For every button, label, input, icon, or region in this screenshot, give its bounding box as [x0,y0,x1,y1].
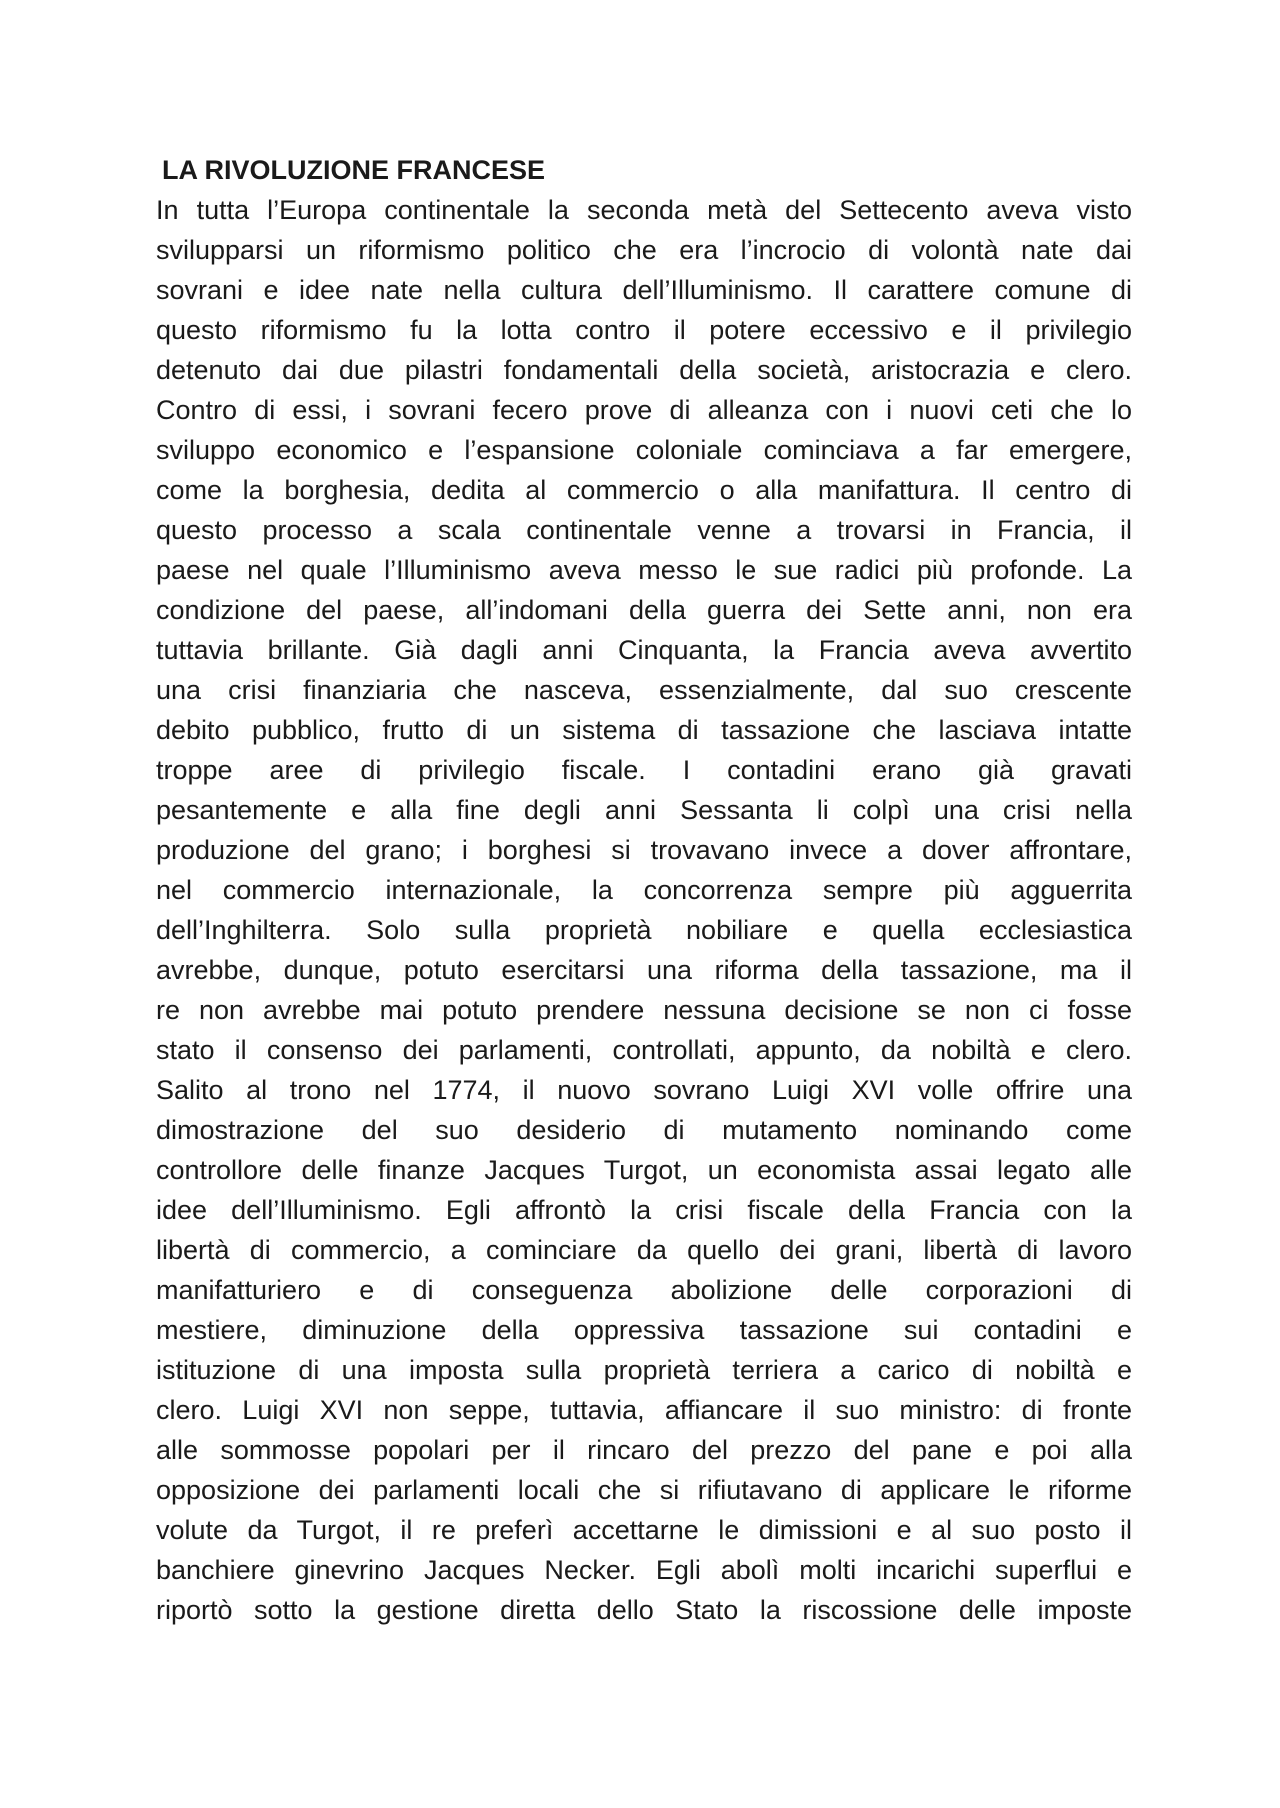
text-line: sviluppo economico e l’espansione coloniale cominciava a far emergere, [156,435,1132,465]
text-line: Contro di essi, i sovrani fecero prove di alleanza con i nuovi ceti che lo [156,395,1132,425]
text-line: sovrani e idee nate nella cultura dell’Illuminismo. Il carattere comune di [156,275,1132,305]
text-line: opposizione dei parlamenti locali che si rifiutavano di applicare le riforme [156,1475,1132,1505]
document-page [156,150,1132,1630]
text-line: debito pubblico, frutto di un sistema di tassazione che lasciava intatte [156,715,1132,745]
text-line: detenuto dai due pilastri fondamentali della società, aristocrazia e clero. [156,355,1132,385]
document-title: LA RIVOLUZIONE FRANCESE [162,155,546,185]
text-line: volute da Turgot, il re preferì accettarne le dimissioni e al suo posto il [156,1515,1132,1545]
text-line: svilupparsi un riformismo politico che era l’incrocio di volontà nate dai [156,235,1132,265]
text-line: dell’Inghilterra. Solo sulla proprietà nobiliare e quella ecclesiastica [156,915,1132,945]
text-line: nel commercio internazionale, la concorrenza sempre più agguerrita [156,875,1132,905]
text-line: controllore delle finanze Jacques Turgot, un economista assai legato alle [156,1155,1132,1185]
text-line: questo riformismo fu la lotta contro il potere eccessivo e il privilegio [156,315,1132,345]
text-line: avrebbe, dunque, potuto esercitarsi una riforma della tassazione, ma il [156,955,1132,985]
text-line: paese nel quale l’Illuminismo aveva messo le sue radici più profonde. La [156,555,1132,585]
text-line: clero. Luigi XVI non seppe, tuttavia, affiancare il suo ministro: di fronte [156,1395,1132,1425]
text-line: In tutta l’Europa continentale la seconda metà del Settecento aveva visto [156,195,1132,225]
text-line: una crisi finanziaria che nasceva, essenzialmente, dal suo crescente [156,675,1132,705]
text-line: libertà di commercio, a cominciare da quello dei grani, libertà di lavoro [156,1235,1132,1265]
text-line: troppe aree di privilegio fiscale. I contadini erano già gravati [156,755,1132,785]
text-line: Salito al trono nel 1774, il nuovo sovrano Luigi XVI volle offrire una [156,1075,1132,1105]
text-line: riportò sotto la gestione diretta dello Stato la riscossione delle imposte [156,1595,1132,1625]
text-line: come la borghesia, dedita al commercio o alla manifattura. Il centro di [156,475,1132,505]
text-line: alle sommosse popolari per il rincaro del prezzo del pane e poi alla [156,1435,1132,1465]
text-line: manifatturiero e di conseguenza abolizione delle corporazioni di [156,1275,1132,1305]
text-line: pesantemente e alla fine degli anni Sessanta li colpì una crisi nella [156,795,1132,825]
text-line: istituzione di una imposta sulla proprietà terriera a carico di nobiltà e [156,1355,1132,1385]
text-line: idee dell’Illuminismo. Egli affrontò la crisi fiscale della Francia con la [156,1195,1132,1225]
text-line: mestiere, diminuzione della oppressiva tassazione sui contadini e [156,1315,1132,1345]
text-line: re non avrebbe mai potuto prendere nessuna decisione se non ci fosse [156,995,1132,1025]
body-paragraph [156,190,1132,1630]
text-line: produzione del grano; i borghesi si trovavano invece a dover affrontare, [156,835,1132,865]
text-line: questo processo a scala continentale venne a trovarsi in Francia, il [156,515,1132,545]
text-line: banchiere ginevrino Jacques Necker. Egli abolì molti incarichi superflui e [156,1555,1132,1585]
text-line: condizione del paese, all’indomani della guerra dei Sette anni, non era [156,595,1132,625]
text-line: tuttavia brillante. Già dagli anni Cinquanta, la Francia aveva avvertito [156,635,1132,665]
text-line: dimostrazione del suo desiderio di mutamento nominando come [156,1115,1132,1145]
text-line: stato il consenso dei parlamenti, controllati, appunto, da nobiltà e clero. [156,1035,1132,1065]
